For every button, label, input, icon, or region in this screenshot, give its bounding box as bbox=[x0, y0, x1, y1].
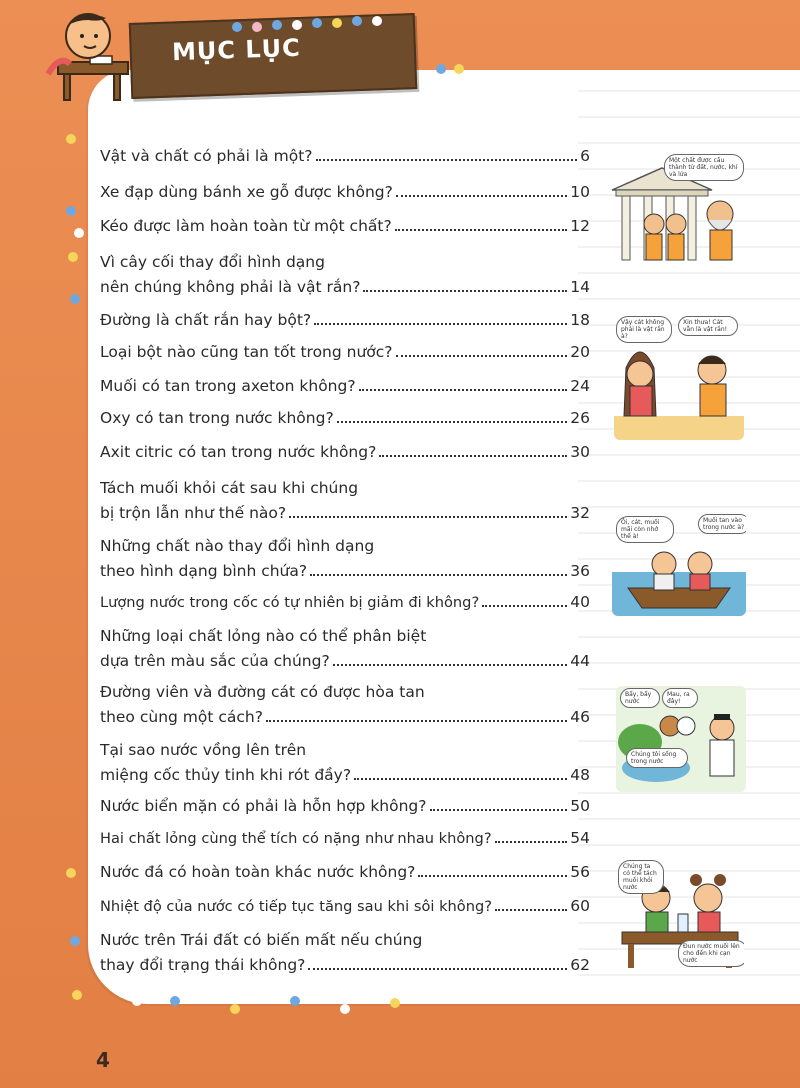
decor-dot bbox=[70, 294, 80, 304]
decor-dot bbox=[292, 20, 302, 30]
speech-bubble: Ôi, cát, muối mãi còn nhớ thế à! bbox=[616, 516, 674, 543]
toc-entry[interactable]: Những loại chất lỏng nào có thể phân biệt dựa trên màu sắc của chúng? 44 bbox=[100, 627, 590, 670]
toc-entry[interactable]: Xe đạp dùng bánh xe gỗ được không? 10 bbox=[100, 183, 590, 201]
speech-bubble: Muối tan vào trong nước à? bbox=[698, 514, 746, 534]
toc-entry[interactable]: Loại bột nào cũng tan tốt trong nước? 20 bbox=[100, 343, 590, 361]
toc-entry[interactable]: Vật và chất có phải là một? 6 bbox=[100, 147, 590, 165]
speech-bubble: Mau, ra đây! bbox=[662, 688, 698, 708]
speech-bubble: Chúng tôi sống trong nước bbox=[626, 748, 688, 768]
decor-dot bbox=[252, 22, 262, 32]
decor-dot bbox=[352, 16, 362, 26]
speech-bubble: Đun nước muối lên cho đến khi cạn nước bbox=[678, 940, 744, 967]
kids-illustration bbox=[614, 312, 744, 440]
mascot-illustration bbox=[40, 4, 140, 104]
speech-bubble: Vậy cát không phải là vật rắn à? bbox=[616, 316, 672, 343]
toc-entry[interactable]: Muối có tan trong axeton không? 24 bbox=[100, 377, 590, 395]
decor-dot bbox=[332, 18, 342, 28]
toc-entry[interactable]: Kéo được làm hoàn toàn từ một chất? 12 bbox=[100, 217, 590, 235]
toc-entry[interactable]: Đường viên và đường cát có được hòa tan theo cùng một cách? 46 bbox=[100, 683, 590, 726]
toc-entry[interactable]: Tách muối khỏi cát sau khi chúng bị trộn lẫn như thế nào? 32 bbox=[100, 479, 590, 522]
temple-illustration bbox=[608, 150, 744, 270]
speech-bubble: Bẩy, bẩy nước bbox=[620, 688, 660, 708]
toc-entry[interactable]: Nước đá có hoàn toàn khác nước không? 56 bbox=[100, 863, 590, 881]
decor-dot bbox=[66, 134, 76, 144]
toc-entry[interactable]: Nước trên Trái đất có biến mất nếu chúng thay đổi trạng thái không? 62 bbox=[100, 931, 590, 974]
speech-bubble: Xin thưa! Cát vẫn là vật rắn! bbox=[678, 316, 738, 336]
decor-dot bbox=[390, 998, 400, 1008]
decor-dot bbox=[454, 64, 464, 74]
toc-entry[interactable]: Hai chất lỏng cùng thể tích có nặng như nhau không? 54 bbox=[100, 829, 590, 847]
decor-dot bbox=[74, 228, 84, 238]
decor-dot bbox=[340, 1004, 350, 1014]
decor-dot bbox=[70, 936, 80, 946]
toc-entry[interactable]: Axit citric có tan trong nước không? 30 bbox=[100, 443, 590, 461]
toc-entry[interactable]: Vì cây cối thay đổi hình dạng nên chúng không phải là vật rắn? 14 bbox=[100, 253, 590, 296]
decor-dot bbox=[272, 20, 282, 30]
decor-dot bbox=[290, 996, 300, 1006]
decor-dot bbox=[230, 1004, 240, 1014]
decor-dot bbox=[312, 18, 322, 28]
decor-dot bbox=[132, 996, 142, 1006]
toc-entry[interactable]: Đường là chất rắn hay bột? 18 bbox=[100, 311, 590, 329]
toc-entry[interactable]: Lượng nước trong cốc có tự nhiên bị giảm đi không? 40 bbox=[100, 593, 590, 611]
boat-illustration bbox=[612, 512, 746, 616]
decor-dot bbox=[68, 252, 78, 262]
decor-dot bbox=[66, 206, 76, 216]
toc-entry[interactable]: Tại sao nước vồng lên trên miệng cốc thủy tinh khi rót đầy? 48 bbox=[100, 741, 590, 784]
page-number: 4 bbox=[96, 1048, 110, 1072]
decor-dot bbox=[372, 16, 382, 26]
speech-bubble: Chúng ta có thể tách muối khỏi nước bbox=[618, 860, 664, 894]
page-title: MỤC LỤC bbox=[171, 33, 302, 67]
toc-entry[interactable]: Oxy có tan trong nước không? 26 bbox=[100, 409, 590, 427]
forest-illustration bbox=[616, 686, 746, 792]
decor-dot bbox=[170, 996, 180, 1006]
decor-dot bbox=[66, 868, 76, 878]
toc-entry[interactable]: Những chất nào thay đổi hình dạng theo hình dạng bình chứa? 36 bbox=[100, 537, 590, 580]
lab-illustration bbox=[616, 858, 744, 970]
speech-bubble: Một chất được cấu thành từ đất, nước, khí và lửa bbox=[664, 154, 744, 181]
toc-entry[interactable]: Nhiệt độ của nước có tiếp tục tăng sau khi sôi không? 60 bbox=[100, 897, 590, 915]
decor-dot bbox=[232, 22, 242, 32]
decor-dot bbox=[436, 64, 446, 74]
decor-dot bbox=[72, 990, 82, 1000]
toc-entry[interactable]: Nước biển mặn có phải là hỗn hợp không? 50 bbox=[100, 797, 590, 815]
